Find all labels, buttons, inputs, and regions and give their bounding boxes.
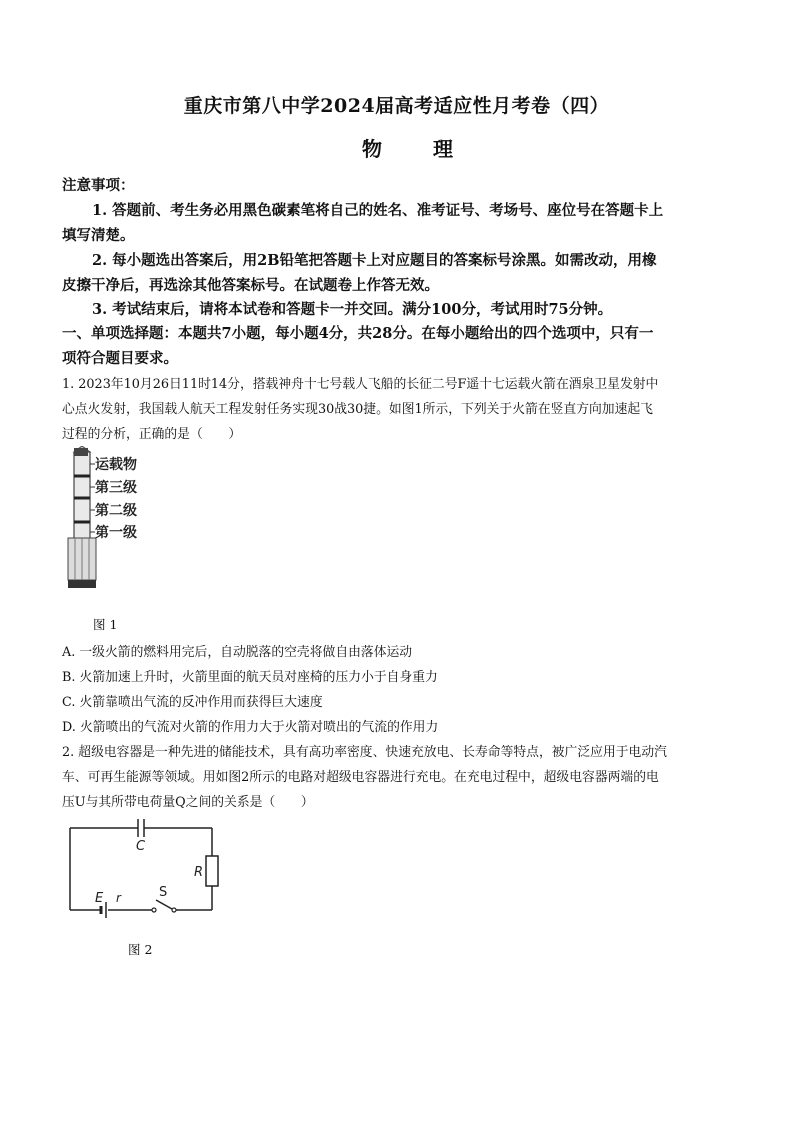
rocket-label-stage-3: 第三级: [95, 480, 137, 496]
rocket-body: [68, 446, 96, 588]
exam-title: 重庆市第八中学2024届高考适应性月考卷（四）: [183, 95, 610, 117]
circuit-figure: [64, 816, 220, 918]
figure-1-caption: 图 1: [93, 617, 118, 632]
note-item-3: 3. 考试结束后，请将本试卷和答题卡一并交回。满分100分，考试用时75分钟。: [92, 301, 613, 318]
figure-2-caption: 图 2: [128, 942, 153, 957]
q2-stem-line-2: 车、可再生能源等领域。用如图2所示的电路对超级电容器进行充电。在充电过程中，超级电容器两端的电: [62, 770, 659, 785]
q1-stem-line-2: 心点火发射，我国载人航天工程发射任务实现30战30捷。如图1所示，下列关于火箭在竖直方向加速起飞: [62, 402, 653, 417]
section-1-heading-line-1: 一、单项选择题：本题共7小题，每小题4分，共28分。在每小题给出的四个选项中，只有一: [62, 325, 654, 342]
rocket-label-stage-1: 第一级: [95, 525, 137, 541]
q1-option-b: B. 火箭加速上升时，火箭里面的航天员对座椅的压力小于自身重力: [62, 670, 438, 685]
resistor-label: R: [194, 865, 204, 880]
q1-option-c: C. 火箭靠喷出气流的反冲作用而获得巨大速度: [62, 695, 323, 710]
q1-stem-line-3: 过程的分析，正确的是（ ）: [62, 427, 242, 442]
note-item-2-line-1: 2. 每小题选出答案后，用2B铅笔把答题卡上对应题目的答案标号涂黑。如需改动，用橡: [92, 252, 657, 269]
note-item-2-line-2: 皮擦干净后，再选涂其他答案标号。在试题卷上作答无效。: [62, 277, 439, 294]
internal-resistance-label: r: [116, 891, 121, 905]
subject-title: 物 理: [362, 137, 475, 161]
q1-option-a: A. 一级火箭的燃料用完后，自动脱落的空壳将做自由落体运动: [62, 645, 413, 660]
q1-stem-line-1: 1. 2023年10月26日11时14分，搭载神舟十七号载人飞船的长征二号F遥十七运载火箭在酒泉卫星发射中: [62, 377, 659, 392]
switch-label: S: [159, 885, 168, 900]
rocket-label-payload: 运载物: [95, 457, 137, 473]
notes-heading: 注意事项：: [62, 177, 135, 194]
note-item-1-line-1: 1. 答题前、考生务必用黑色碳素笔将自己的姓名、准考证号、考场号、座位号在答题卡上: [92, 202, 664, 219]
q2-stem-line-3: 压U与其所带电荷量Q之间的关系是（ ）: [62, 795, 314, 810]
q1-option-d: D. 火箭喷出的气流对火箭的作用力大于火箭对喷出的气流的作用力: [62, 720, 439, 735]
rocket-label-stage-2: 第二级: [95, 503, 137, 519]
section-1-heading-line-2: 项符合题目要求。: [62, 350, 178, 367]
q2-stem-line-1: 2. 超级电容器是一种先进的储能技术，具有高功率密度、快速充放电、长寿命等特点，被广泛应用于电动汽: [62, 745, 667, 760]
note-item-1-line-2: 填写清楚。: [62, 227, 135, 244]
rocket-figure: [62, 446, 162, 594]
capacitor-label: C: [136, 839, 146, 854]
emf-label: E: [95, 891, 104, 906]
